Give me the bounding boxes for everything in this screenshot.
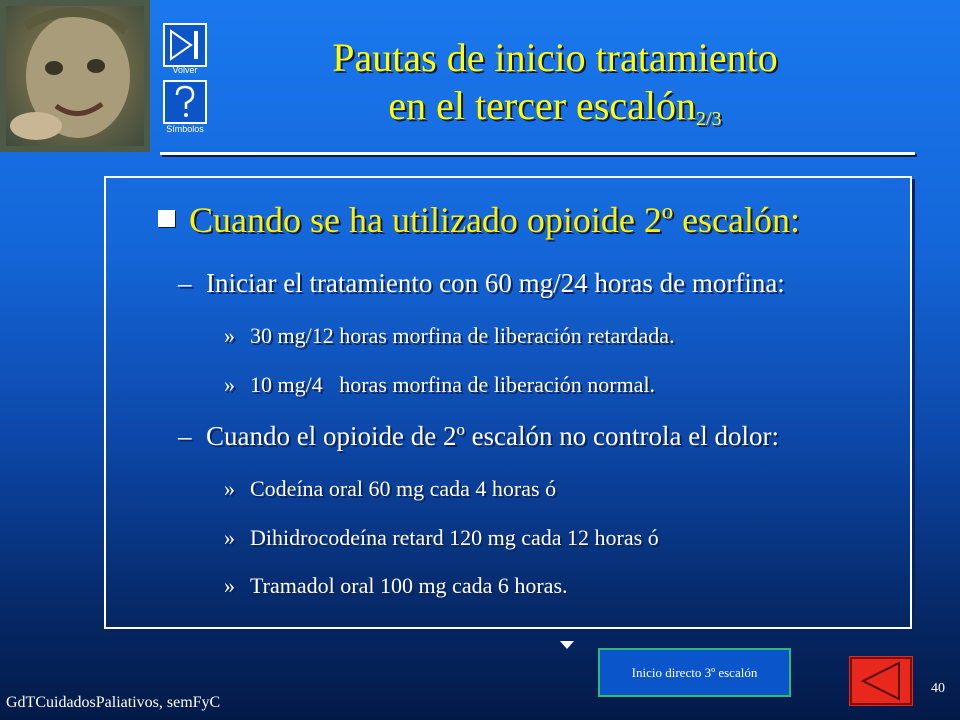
list-item (224, 321, 675, 351)
list-item (224, 571, 568, 601)
section-heading (178, 419, 779, 453)
list-item-text: Tramadol oral 100 mg cada 6 horas. (250, 573, 568, 598)
main-bullet (158, 198, 800, 242)
simbolos-label: Símbolos (166, 124, 204, 134)
title-line-2 (215, 82, 895, 143)
square-bullet-icon (158, 210, 175, 227)
list-item (224, 523, 659, 553)
title-divider (160, 152, 915, 155)
child-face-icon (6, 6, 144, 146)
content-panel (104, 176, 912, 629)
list-item-text: 30 mg/12 horas morfina de liberación retardada. (250, 323, 675, 348)
section-heading-text: Cuando el opioide de 2º escalón no controla el dolor: (206, 421, 779, 451)
sub-marker: » (224, 476, 235, 501)
back-triangle-icon (849, 656, 913, 706)
list-item-text: Codeína oral 60 mg cada 4 horas ó (250, 476, 557, 501)
section-heading (178, 266, 785, 300)
down-arrow-icon (560, 641, 574, 649)
sub-marker: » (224, 525, 235, 550)
title-line-2-text: en el tercer escalón (388, 83, 696, 128)
sub-marker: » (224, 323, 235, 348)
page-title (215, 34, 895, 143)
play-next-icon (165, 25, 205, 65)
question-mark-icon (165, 82, 205, 122)
section-heading-text: Iniciar el tratamiento con 60 mg/24 horas de morfina: (206, 268, 785, 298)
logo-painting (0, 0, 150, 152)
inicio-directo-link[interactable]: Inicio directo 3º escalón (598, 648, 791, 697)
volver-label: Volver (172, 65, 198, 75)
sub-marker: » (224, 372, 235, 397)
list-item (224, 370, 655, 400)
footer-credit: GdTCuidadosPaliativos, semFyC (6, 694, 221, 711)
dash-marker: – (178, 268, 192, 298)
volver-button[interactable] (163, 23, 207, 67)
dash-marker: – (178, 421, 192, 451)
title-subscript: 2/3 (696, 108, 722, 130)
list-item-text: 10 mg/4 horas morfina de liberación normal. (250, 372, 656, 397)
page-number: 40 (931, 681, 945, 696)
list-item (224, 474, 556, 504)
simbolos-button[interactable] (163, 80, 207, 124)
title-line-1: Pautas de inicio tratamiento (332, 35, 778, 80)
back-button[interactable] (849, 656, 913, 706)
list-item-text: Dihidrocodeína retard 120 mg cada 12 horas ó (250, 525, 659, 550)
sub-marker: » (224, 573, 235, 598)
main-bullet-text: Cuando se ha utilizado opioide 2º escalón: (189, 200, 801, 240)
